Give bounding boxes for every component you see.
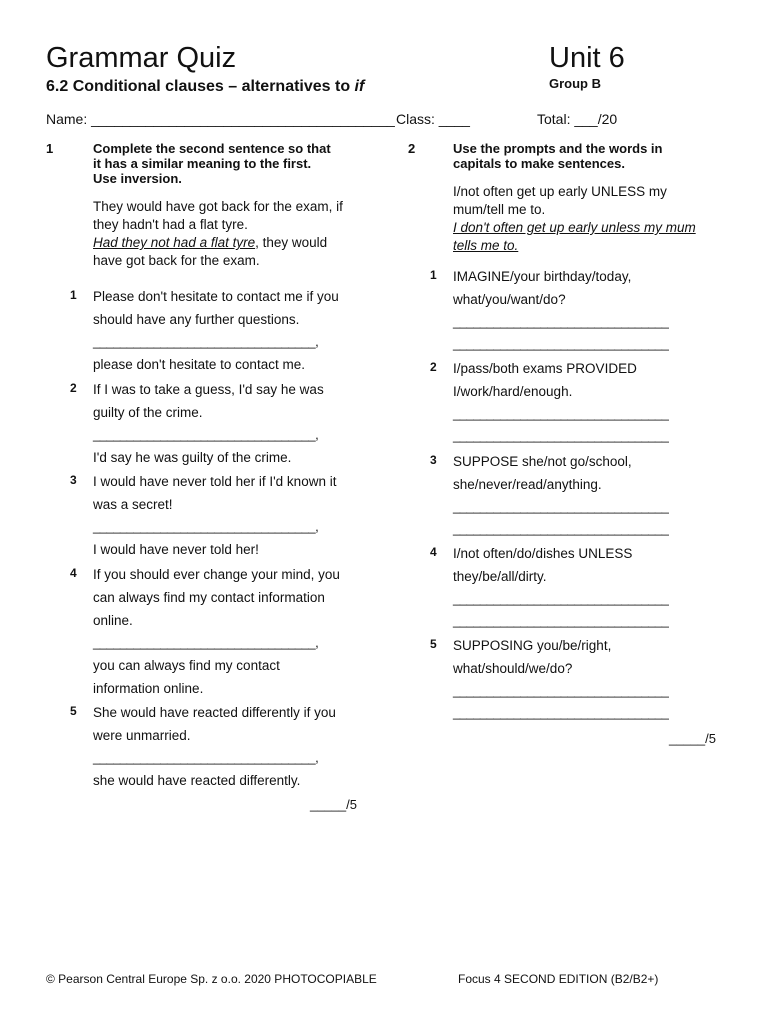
unit-label: Unit 6 [549, 42, 625, 74]
answer-blank[interactable]: _________________________________, [93, 750, 319, 765]
section1-instruction: Complete the second sentence so that it has a similar meaning to the first. Use inversion. [93, 141, 331, 186]
total-field: Total: ___/20 [537, 111, 618, 127]
section2-example: I/not often get up early UNLESS my mum/tell me to. I don't often get up early unless my mum tells me to. [453, 184, 696, 253]
quiz-subtitle: 6.2 Conditional clauses – alternatives to if [46, 78, 365, 95]
answer-blank[interactable]: _________________________________, [93, 427, 319, 442]
answer-blank[interactable]: ________________________________ [453, 406, 669, 421]
answer-blank[interactable]: ________________________________ [453, 336, 669, 351]
answer-blank[interactable]: _________________________________, [93, 334, 319, 349]
answer-blank[interactable]: ________________________________ [453, 314, 669, 329]
group-label: Group B [549, 76, 601, 91]
answer-blank[interactable]: ________________________________ [453, 499, 669, 514]
answer-blank[interactable]: ________________________________ [453, 683, 669, 698]
answer-blank[interactable]: ________________________________ [453, 591, 669, 606]
section1-score: _____/5 [310, 797, 357, 812]
footer-copyright: © Pearson Central Europe Sp. z o.o. 2020 PHOTOCOPIABLE [46, 972, 377, 986]
answer-blank[interactable]: ________________________________ [453, 428, 669, 443]
section2-number: 2 [408, 141, 416, 156]
answer-blank[interactable]: _________________________________, [93, 635, 319, 650]
quiz-title: Grammar Quiz [46, 42, 237, 74]
answer-blank[interactable]: ________________________________ [453, 521, 669, 536]
section1-number: 1 [46, 141, 54, 156]
answer-blank[interactable]: ________________________________ [453, 613, 669, 628]
name-field: Name: _______________________________________ [46, 111, 395, 127]
class-field: Class: ____ [396, 111, 470, 127]
answer-blank[interactable]: ________________________________ [453, 705, 669, 720]
section2-instruction: Use the prompts and the words in capitals to make sentences. [453, 141, 663, 171]
answer-blank[interactable]: _________________________________, [93, 519, 319, 534]
section2-score: _____/5 [669, 731, 716, 746]
footer-edition: Focus 4 SECOND EDITION (B2/B2+) [458, 972, 659, 986]
section1-example: They would have got back for the exam, if they hadn't had a flat tyre. Had they not had a flat tyre, they would have got back for the exam. [93, 199, 343, 268]
